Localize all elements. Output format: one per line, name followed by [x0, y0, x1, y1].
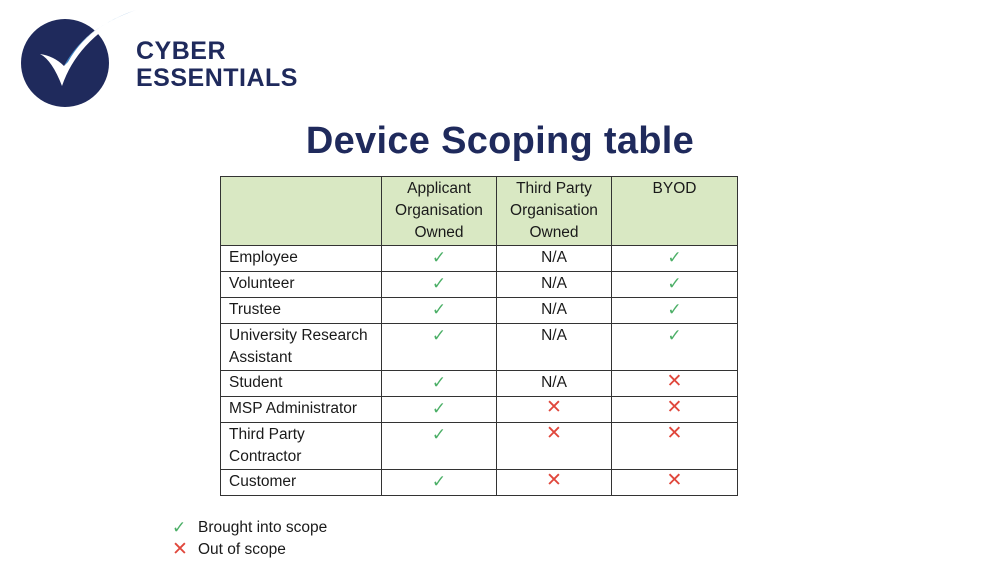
header-line: Organisation — [510, 202, 598, 219]
header-line: Applicant — [407, 180, 471, 197]
legend-item-in-scope — [172, 517, 327, 539]
in-scope-cell — [382, 246, 497, 272]
not-applicable-cell — [497, 324, 612, 371]
out-of-scope-cell — [497, 470, 612, 496]
cross-icon: ✕ — [666, 397, 683, 418]
table-row — [221, 324, 738, 371]
in-scope-cell — [382, 298, 497, 324]
table-row — [221, 371, 738, 397]
out-of-scope-cell — [497, 397, 612, 423]
not-applicable-text: N/A — [541, 275, 567, 292]
row-label: University Research Assistant — [221, 324, 382, 371]
check-icon: ✓ — [431, 274, 447, 293]
header-line: Owned — [529, 224, 579, 241]
row-label: Customer — [221, 470, 382, 496]
table-row — [221, 246, 738, 272]
header-line: Organisation — [395, 202, 483, 219]
in-scope-cell — [612, 298, 738, 324]
cross-icon: ✕ — [172, 539, 188, 560]
table-header-row — [221, 177, 738, 246]
in-scope-cell — [612, 272, 738, 298]
logo-line-1: CYBER — [136, 37, 227, 65]
not-applicable-text: N/A — [541, 374, 567, 391]
legend-item-out-of-scope — [172, 539, 327, 561]
header-line: Owned — [414, 224, 464, 241]
check-icon: ✓ — [431, 472, 447, 491]
legend-label: Out of scope — [198, 541, 286, 558]
row-label: Student — [221, 371, 382, 397]
not-applicable-cell — [497, 272, 612, 298]
not-applicable-cell — [497, 246, 612, 272]
out-of-scope-cell — [612, 371, 738, 397]
in-scope-cell — [612, 324, 738, 371]
out-of-scope-cell — [612, 423, 738, 470]
check-icon: ✓ — [431, 326, 447, 345]
check-icon: ✓ — [431, 425, 447, 444]
check-icon: ✓ — [431, 300, 447, 319]
cross-icon: ✕ — [666, 470, 683, 491]
in-scope-cell — [612, 246, 738, 272]
check-icon: ✓ — [172, 518, 187, 537]
cross-icon: ✕ — [666, 371, 683, 392]
not-applicable-text: N/A — [541, 301, 567, 318]
table-row — [221, 423, 738, 470]
check-icon: ✓ — [431, 373, 447, 392]
in-scope-cell — [382, 470, 497, 496]
legend-label: Brought into scope — [198, 519, 328, 536]
header-applicant-owned — [382, 177, 497, 246]
table-row — [221, 298, 738, 324]
header-third-party-owned — [497, 177, 612, 246]
check-icon: ✓ — [667, 248, 682, 267]
cross-icon: ✕ — [546, 423, 562, 444]
table-row — [221, 397, 738, 423]
check-icon: ✓ — [667, 326, 682, 345]
check-icon: ✓ — [431, 399, 447, 418]
check-icon: ✓ — [667, 274, 682, 293]
header-byod — [612, 177, 738, 246]
header-line: Third Party — [516, 180, 592, 197]
table-row — [221, 470, 738, 496]
table-body — [221, 246, 738, 496]
cross-icon: ✕ — [546, 470, 562, 491]
in-scope-cell — [382, 371, 497, 397]
row-label: Third Party Contractor — [221, 423, 382, 470]
row-label: MSP Administrator — [221, 397, 382, 423]
logo-wordmark — [136, 38, 298, 92]
not-applicable-text: N/A — [541, 249, 567, 266]
check-icon: ✓ — [667, 300, 682, 319]
not-applicable-cell — [497, 298, 612, 324]
device-scoping-table — [220, 176, 738, 496]
not-applicable-text: N/A — [541, 327, 567, 344]
cyber-essentials-logo — [18, 8, 298, 108]
header-line: BYOD — [652, 180, 697, 197]
row-label: Volunteer — [221, 272, 382, 298]
row-label: Employee — [221, 246, 382, 272]
in-scope-cell — [382, 324, 497, 371]
legend — [172, 517, 327, 561]
row-label: Trustee — [221, 298, 382, 324]
table-row — [221, 272, 738, 298]
logo-line-2: ESSENTIALS — [136, 64, 298, 92]
cross-icon: ✕ — [666, 423, 683, 444]
out-of-scope-cell — [497, 423, 612, 470]
check-icon: ✓ — [431, 248, 447, 267]
shield-check-icon — [18, 8, 138, 108]
out-of-scope-cell — [612, 470, 738, 496]
page-title: Device Scoping table — [305, 120, 695, 162]
not-applicable-cell — [497, 371, 612, 397]
in-scope-cell — [382, 272, 497, 298]
in-scope-cell — [382, 397, 497, 423]
header-corner-cell — [221, 177, 382, 246]
out-of-scope-cell — [612, 397, 738, 423]
cross-icon: ✕ — [546, 397, 562, 418]
in-scope-cell — [382, 423, 497, 470]
